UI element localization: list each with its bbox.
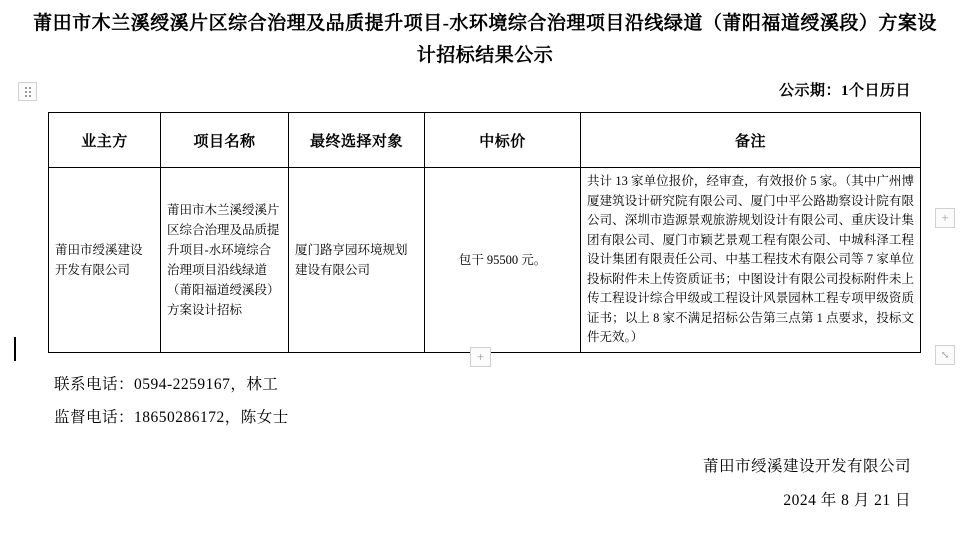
grip-dots-icon <box>25 87 31 97</box>
cell-owner: 莆田市绶溪建设开发有限公司 <box>49 168 161 353</box>
table-row <box>49 168 921 353</box>
table-header-row <box>49 113 921 168</box>
resize-handle-icon[interactable]: ⤡ <box>935 345 955 365</box>
table-header-price: 中标价 <box>425 113 581 168</box>
cell-project: 莆田市木兰溪绶溪片区综合治理及品质提升项目-水环境综合治理项目沿线绿道（莆阳福道绶溪段）方案设计招标 <box>161 168 289 353</box>
contact-block <box>54 368 289 434</box>
text-caret <box>14 337 16 361</box>
table-drag-handle[interactable] <box>18 82 37 101</box>
cell-remark: 共计 13 家单位报价，经审查，有效报价 5 家。（其中广州博厦建筑设计研究院有限公司、厦门中平公路勘察设计院有限公司、深圳市造源景观旅游规划设计有限公司、重庆设计集团有限公司、厦门市颖艺景观工程有限公司、中城科泽工程设计集团有限责任公司、中基工程技术有限公司等 7 家单位投标附件未上传资质证书；中图设计有限公司投标附件未上传工程设计综合甲级或工程设计风景园林工程专项甲级资质证书；以上 8 家不满足招标公告第三点第 1 点要求，投标文件无效。） <box>581 168 921 353</box>
signature-date: 2024 年 8 月 21 日 <box>783 492 911 509</box>
signature-organization: 莆田市绶溪建设开发有限公司 <box>702 458 911 475</box>
notice-period: 公示期：1个日历日 <box>778 83 911 99</box>
add-column-button[interactable]: + <box>935 208 955 228</box>
table-header-selected: 最终选择对象 <box>289 113 425 168</box>
table-header-remark: 备注 <box>581 113 921 168</box>
signature-block <box>703 450 911 518</box>
cell-price: 包干 95500 元。 <box>425 168 581 353</box>
contact-phone: 联系电话：0594-2259167，林工 <box>54 376 279 393</box>
page-title: 莆田市木兰溪绶溪片区综合治理及品质提升项目-水环境综合治理项目沿线绿道（莆阳福道绶溪段）方案设计招标结果公示 <box>33 13 937 66</box>
bid-result-table <box>48 112 921 353</box>
add-row-button[interactable]: + <box>470 347 491 367</box>
table-header-owner: 业主方 <box>49 113 161 168</box>
cell-selected: 厦门路亨园环境规划建设有限公司 <box>289 168 425 353</box>
supervision-phone: 监督电话：18650286172，陈女士 <box>54 409 289 426</box>
table-header-project: 项目名称 <box>161 113 289 168</box>
